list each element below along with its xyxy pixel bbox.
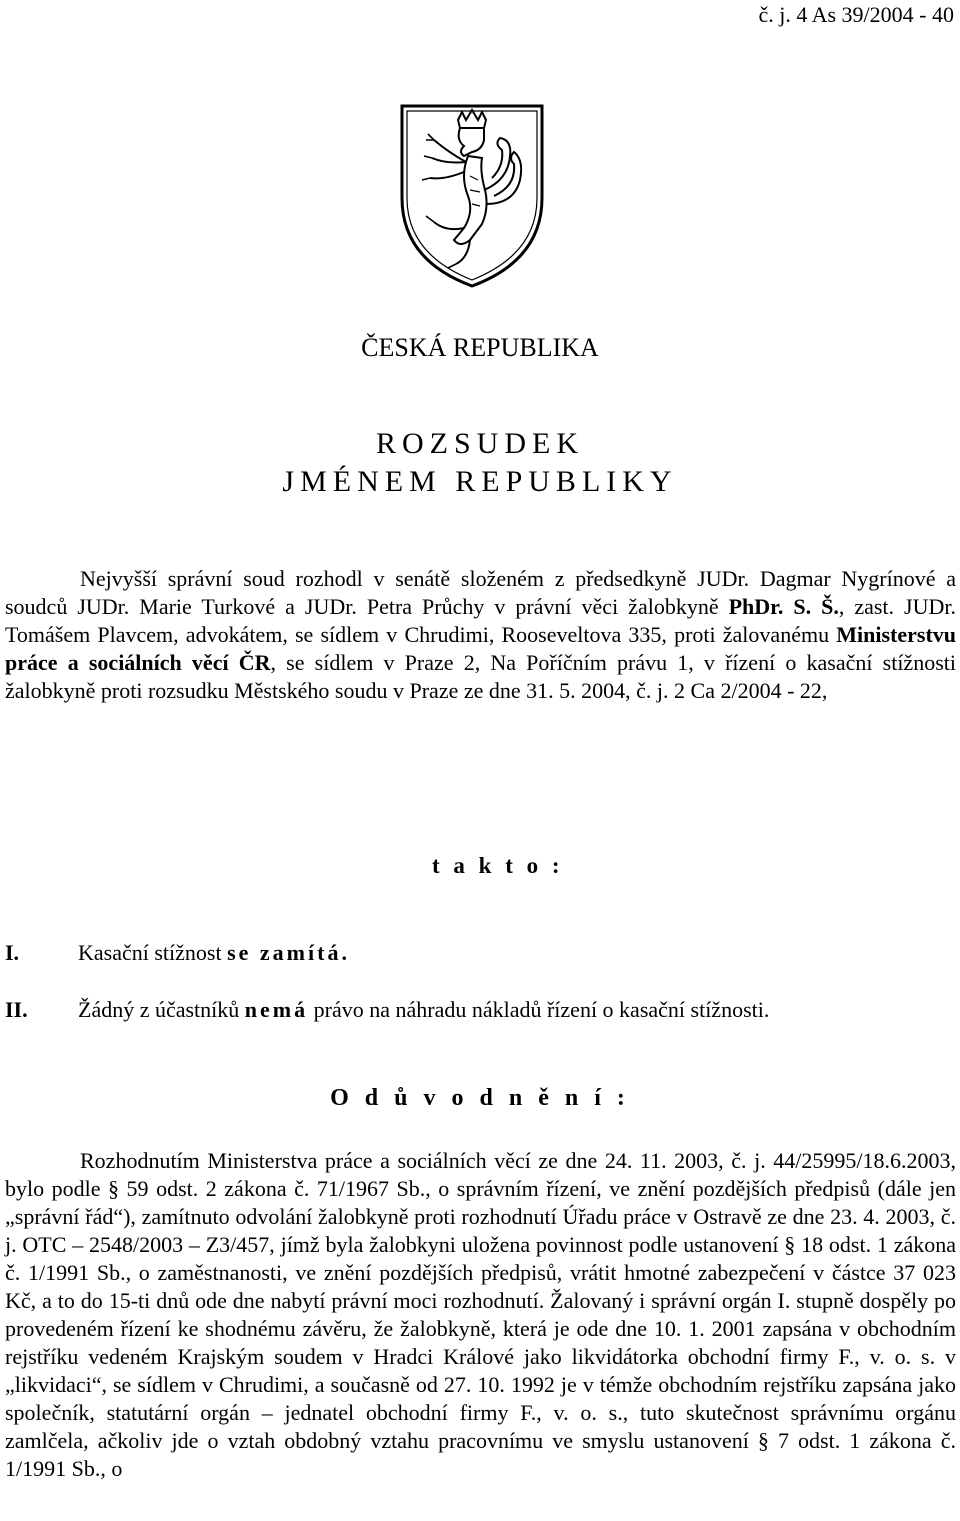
- ruling-number: I.: [5, 940, 20, 965]
- ruling-text: Kasační stížnost: [78, 940, 228, 965]
- reasoning-heading: O d ů v o d n ě n í :: [330, 1085, 630, 1111]
- judgment-title: ROZSUDEK: [375, 427, 584, 460]
- plaintiff-name: PhDr. S. Š.: [728, 594, 839, 619]
- intro-text-3: , se sídlem v Praze 2, Na Poříčním právu 1, v řízení o kasační stížnosti žalobkyně proti rozsudku Městského soudu v Praze ze dne 31. 5. 2004, č. j. 2 Ca 2/2004 - 22,: [5, 650, 956, 703]
- ruling-item-2: [5, 997, 769, 1023]
- intro-text-2: , zast. JUDr. Tomášem Plavcem, advokátem, se sídlem v Chrudimi, Rooseveltova 335, proti žalovanému: [5, 594, 956, 647]
- ruling-emphasis: nemá: [244, 997, 309, 1022]
- case-reference: č. j. 4 As 39/2004 - 40: [758, 2, 954, 27]
- judgment-subtitle: JMÉNEM REPUBLIKY: [282, 465, 678, 498]
- ruling-text-post: právo na náhradu nákladů řízení o kasační stížnosti.: [308, 997, 770, 1022]
- ruling-number: II.: [5, 997, 28, 1022]
- intro-text-1: Nejvyšší správní soud rozhodl v senátě složeném z předsedkyně JUDr. Dagmar Nygrínové a soudců JUDr. Marie Turkové a JUDr. Petra Průchy v právní věci žalobkyně: [5, 566, 956, 619]
- czech-coat-of-arms-lion-icon: [398, 100, 546, 290]
- defendant-name: Ministerstvu práce a sociálních věcí ČR: [5, 622, 956, 675]
- reasoning-paragraph: Rozhodnutím Ministerstva práce a sociálních věcí ze dne 24. 11. 2003, č. j. 44/25995/18.6.2003, bylo podle § 59 odst. 2 zákona č. 71/1967 Sb., o správním řízení, ve znění pozdějších předpisů (dále jen „správní řád“), zamítnuto odvolání žalobkyně proti rozhodnutí Úřadu práce v Ostravě ze dne 23. 4. 2003, č. j. OTC – 2548/2003 – Z3/457, jímž byla žalobkyni uložena povinnost podle ustanovení § 18 odst. 1 zákona č. 1/1991 Sb., o zaměstnanosti, ve znění pozdějších předpisů, vrátit hmotné zabezpečení v částce 37 023 Kč, a to do 15-ti dnů ode dne nabytí právní moci rozhodnutí. Žalovaný i správní orgán I. stupně dospěly po provedeném řízení ke shodnému závěru, že žalobkyně, která je ode dne 10. 1. 2001 zapsána v obchodním rejstříku vedeném Krajským soudem v Hradci Králové jako likvidátorka obchodní firmy F., v. o. s. v „likvidaci“, se sídlem v Chrudimi, a současně od 27. 10. 1992 je v témže obchodním rejstříku zapsána jako společník, statutární orgán – jednatel obchodní firmy F., v. o. s., tuto skutečnost správnímu orgánu zamlčela, ačkoliv jde o vztah obdobný vztahu pracovnímu ve smyslu ustanovení § 7 odst. 1 zákona č. 1/1991 Sb., o: [5, 1148, 956, 1481]
- ruling-text: Žádný z účastníků: [78, 997, 245, 1022]
- ruling-emphasis: se zamítá.: [227, 940, 350, 965]
- ruling-item-1: [5, 940, 350, 966]
- takto-heading: t a k t o :: [432, 853, 564, 878]
- intro-paragraph: [5, 565, 956, 705]
- country-heading: ČESKÁ REPUBLIKA: [361, 333, 599, 362]
